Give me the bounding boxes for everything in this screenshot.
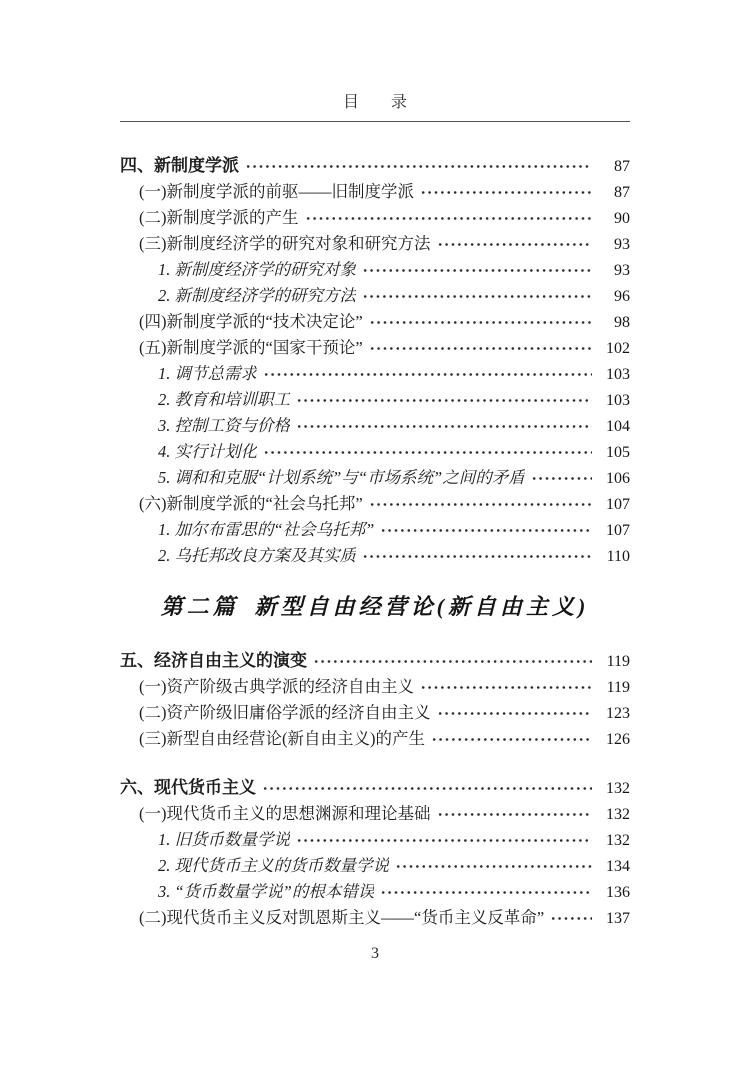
toc-entry-page: 104 (606, 418, 630, 435)
toc-entry-title: (四)新制度学派的“技术决定论” (139, 312, 363, 331)
dot-leader (296, 396, 592, 405)
toc-entry-page: 107 (606, 522, 630, 539)
toc-entry-page: 126 (606, 731, 630, 748)
toc-entry-page: 102 (606, 340, 630, 357)
toc-entry-title: 3. 控制工资与价格 (158, 416, 290, 435)
toc-entry-page: 87 (614, 184, 630, 201)
toc-entry (120, 491, 630, 517)
dot-leader (262, 784, 592, 793)
toc-entry-page: 103 (606, 392, 630, 409)
toc-entry-title: (三)新制度经济学的研究对象和研究方法 (139, 234, 431, 253)
toc-entry (120, 648, 630, 674)
toc-entry (120, 465, 630, 491)
toc-entry-title: 1. 加尔布雷思的“社会乌托邦” (158, 520, 375, 539)
toc-entry-page: 123 (606, 705, 630, 722)
toc-entry-title: (二)资产阶级旧庸俗学派的经济自由主义 (139, 703, 431, 722)
part-label: 第二篇 (160, 594, 239, 619)
toc-entry-title: (六)新制度学派的“社会乌托邦” (139, 494, 363, 513)
toc-entry-title: (一)新制度学派的前驱——旧制度学派 (139, 182, 414, 201)
toc-entry (120, 543, 630, 569)
toc-entry-title: (二)新制度学派的产生 (139, 208, 299, 227)
toc-entry (120, 205, 630, 231)
toc-entry-title: 3. “货币数量学说”的根本错误 (158, 882, 375, 901)
toc-entry (120, 853, 630, 879)
toc-entry-title: 4. 实行计划化 (158, 442, 257, 461)
toc-entry-title: (一)资产阶级古典学派的经济自由主义 (139, 677, 414, 696)
toc-entry-page: 103 (606, 366, 630, 383)
toc-entry (120, 283, 630, 309)
toc-entry (120, 879, 630, 905)
toc-entry-title: (二)现代货币主义反对凯恩斯主义——“货币主义反革命” (139, 908, 545, 927)
toc-entry (120, 335, 630, 361)
toc-entry (120, 726, 630, 752)
dot-leader (420, 683, 592, 692)
dot-leader (395, 862, 592, 871)
dot-leader (380, 526, 592, 535)
dot-leader (362, 552, 592, 561)
toc-entry-page: 119 (606, 653, 630, 670)
toc-entry-title: 2. 现代货币主义的货币数量学说 (158, 856, 389, 875)
toc-list (120, 153, 630, 931)
dot-leader (431, 735, 592, 744)
dot-leader (362, 292, 592, 301)
dot-leader (305, 214, 593, 223)
dot-leader (296, 836, 592, 845)
toc-entry-page: 93 (614, 236, 630, 253)
page-header (120, 94, 630, 122)
dot-leader (263, 448, 592, 457)
toc-entry (120, 387, 630, 413)
toc-entry (120, 905, 630, 931)
toc-entry-page: 107 (606, 496, 630, 513)
toc-entry-page: 93 (614, 262, 630, 279)
part-title: 新型自由经营论(新自由主义) (254, 594, 590, 619)
toc-entry-title: 2. 教育和培训职工 (158, 390, 290, 409)
toc-entry (120, 257, 630, 283)
toc-entry-page: 106 (606, 470, 630, 487)
header-rule (120, 121, 630, 122)
dot-leader (369, 344, 592, 353)
part-heading (120, 590, 630, 621)
dot-leader (296, 422, 592, 431)
toc-entry-page: 110 (606, 548, 630, 565)
toc-entry-page: 136 (606, 884, 630, 901)
dot-leader (380, 888, 592, 897)
toc-entry (120, 413, 630, 439)
toc-entry-page: 137 (606, 910, 630, 927)
toc-entry (120, 153, 630, 179)
toc-entry-page: 87 (614, 158, 630, 175)
toc-entry-page: 134 (606, 858, 630, 875)
toc-entry-page: 98 (614, 314, 630, 331)
toc-entry-title: 五、经济自由主义的演变 (120, 651, 307, 670)
dot-leader (437, 709, 593, 718)
toc-entry (120, 179, 630, 205)
toc-entry-title: 2. 新制度经济学的研究方法 (158, 286, 356, 305)
toc-entry (120, 775, 630, 801)
toc-entry-page: 132 (606, 780, 630, 797)
header-title: 目 录 (342, 94, 407, 111)
dot-leader (369, 318, 592, 327)
toc-entry-title: 六、现代货币主义 (120, 778, 256, 797)
dot-leader (245, 162, 592, 171)
dot-leader (313, 657, 592, 666)
toc-entry-title: 四、新制度学派 (120, 156, 239, 175)
toc-entry-title: 1. 新制度经济学的研究对象 (158, 260, 356, 279)
toc-entry (120, 231, 630, 257)
toc-entry-title: 2. 乌托邦改良方案及其实质 (158, 546, 356, 565)
dot-leader (531, 474, 592, 483)
toc-entry-title: 5. 调和和克服“计划系统”与“市场系统”之间的矛盾 (158, 468, 525, 487)
toc-entry (120, 361, 630, 387)
toc-entry-page: 119 (606, 679, 630, 696)
dot-leader (369, 500, 592, 509)
dot-leader (420, 188, 592, 197)
dot-leader (362, 266, 592, 275)
toc-entry-title: 1. 调节总需求 (158, 364, 257, 383)
toc-entry-page: 90 (614, 210, 630, 227)
dot-leader (550, 914, 592, 923)
toc-entry (120, 700, 630, 726)
dot-leader (263, 370, 592, 379)
toc-entry-page: 132 (606, 806, 630, 823)
dot-leader (437, 810, 593, 819)
toc-entry-title: (一)现代货币主义的思想渊源和理论基础 (139, 804, 431, 823)
toc-entry (120, 517, 630, 543)
toc-entry (120, 801, 630, 827)
toc-entry (120, 309, 630, 335)
toc-entry-page: 132 (606, 832, 630, 849)
page-number: 3 (371, 945, 379, 962)
toc-entry-title: 1. 旧货币数量学说 (158, 830, 290, 849)
toc-entry-title: (五)新制度学派的“国家干预论” (139, 338, 363, 357)
toc-entry-title: (三)新型自由经营论(新自由主义)的产生 (139, 729, 425, 748)
toc-entry-page: 96 (614, 288, 630, 305)
toc-entry-page: 105 (606, 444, 630, 461)
dot-leader (437, 240, 593, 249)
toc-entry (120, 674, 630, 700)
toc-entry (120, 827, 630, 853)
toc-entry (120, 439, 630, 465)
